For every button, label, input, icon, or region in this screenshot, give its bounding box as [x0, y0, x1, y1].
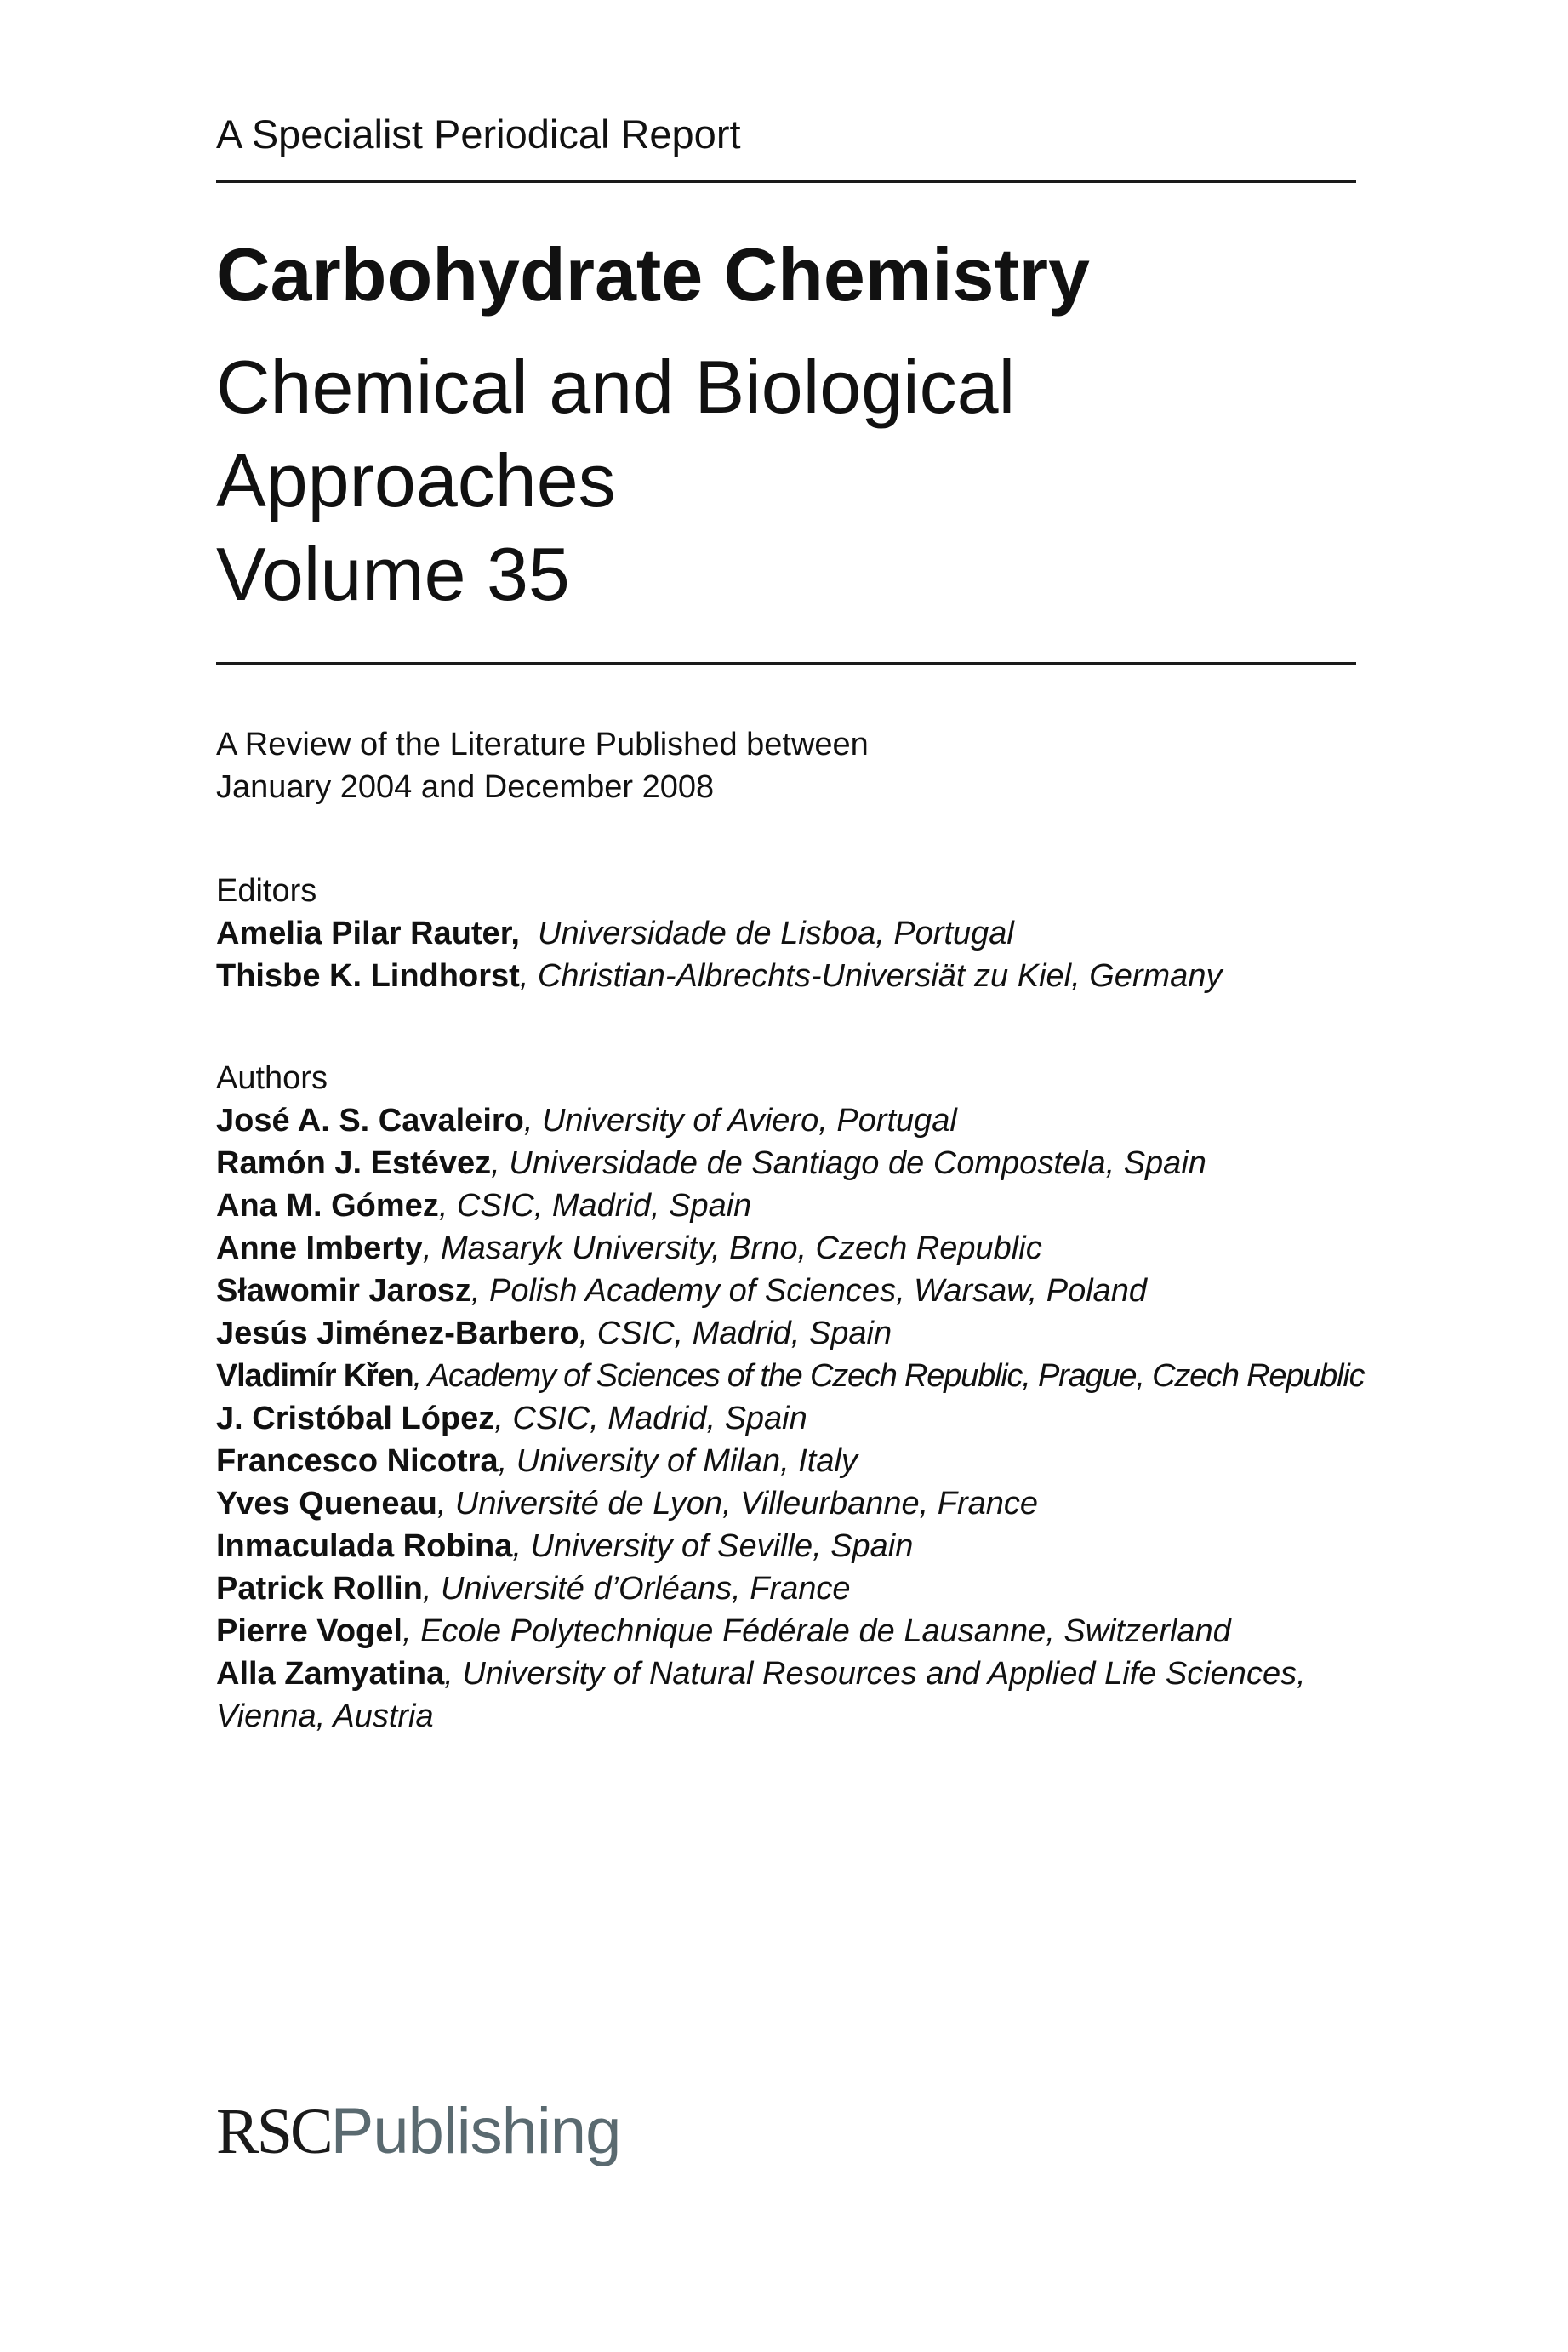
editor-affiliation: , Christian-Albrechts-Universiät zu Kiel, Germany — [519, 958, 1223, 994]
author-name: Anne Imberty — [216, 1230, 423, 1266]
authors-heading: Authors — [216, 1060, 328, 1096]
author-affiliation: , University of Natural Resources and Applied Life Sciences, — [444, 1656, 1306, 1692]
author-entry — [216, 1397, 1364, 1440]
author-name: Vladimír Křen — [216, 1358, 413, 1394]
editor-name: Thisbe K. Lindhorst — [216, 958, 520, 994]
editor-affiliation: Universidade de Lisboa, Portugal — [519, 916, 1014, 951]
author-entry — [216, 1355, 1364, 1397]
author-entry — [216, 1440, 1364, 1482]
author-affiliation: , University of Milan, Italy — [498, 1443, 858, 1479]
author-name: Alla Zamyatina — [216, 1656, 445, 1692]
author-name: Patrick Rollin — [216, 1571, 423, 1607]
authors-block — [216, 1057, 1364, 1738]
author-name: José A. S. Cavaleiro — [216, 1103, 524, 1139]
author-entry — [216, 1227, 1364, 1270]
author-entry — [216, 1185, 1364, 1227]
author-affiliation: , Academy of Sciences of the Czech Republic, Prague, Czech Republic — [413, 1358, 1365, 1394]
top-divider — [216, 180, 1356, 183]
author-affiliation: Vienna, Austria — [216, 1698, 434, 1734]
review-period-line: January 2004 and December 2008 — [216, 769, 715, 805]
author-affiliation: , Masaryk University, Brno, Czech Republic — [422, 1230, 1042, 1266]
author-name: Jesús Jiménez-Barbero — [216, 1316, 579, 1351]
subtitle-line: Approaches — [216, 438, 616, 522]
middle-divider — [216, 662, 1356, 665]
series-label: A Specialist Periodical Report — [216, 111, 741, 157]
author-affiliation: , CSIC, Madrid, Spain — [438, 1188, 752, 1224]
author-affiliation: , Universidade de Santiago de Compostela, Spain — [491, 1145, 1206, 1181]
author-affiliation: , Université de Lyon, Villeurbanne, France — [436, 1486, 1039, 1521]
author-entry — [216, 1142, 1364, 1185]
author-entry — [216, 1312, 1364, 1355]
volume-line: Volume 35 — [216, 532, 570, 616]
book-subtitle — [216, 340, 1015, 621]
book-title: Carbohydrate Chemistry — [216, 232, 1090, 317]
author-affiliation-continuation — [216, 1695, 1364, 1738]
author-affiliation: , CSIC, Madrid, Spain — [494, 1401, 807, 1436]
author-entry — [216, 1525, 1364, 1567]
author-affiliation: , Université d’Orléans, France — [422, 1571, 851, 1607]
author-name: Pierre Vogel — [216, 1613, 402, 1649]
author-name: Yves Queneau — [216, 1486, 437, 1521]
editors-block — [216, 870, 1222, 997]
author-name: Ana M. Gómez — [216, 1188, 439, 1224]
author-name: Inmaculada Robina — [216, 1528, 513, 1564]
author-affiliation: , CSIC, Madrid, Spain — [579, 1316, 892, 1351]
author-entry — [216, 1482, 1364, 1525]
editor-entry — [216, 955, 1222, 997]
author-entry — [216, 1567, 1364, 1610]
review-line: A Review of the Literature Published between — [216, 727, 869, 762]
author-entry — [216, 1270, 1364, 1312]
editor-entry — [216, 912, 1222, 955]
author-name: Francesco Nicotra — [216, 1443, 499, 1479]
author-affiliation: , University of Aviero, Portugal — [523, 1103, 957, 1139]
subtitle-line: Chemical and Biological — [216, 345, 1016, 429]
author-entry — [216, 1610, 1364, 1653]
publisher-logo — [216, 2093, 620, 2170]
author-name: J. Cristóbal López — [216, 1401, 495, 1436]
title-page — [216, 0, 1365, 2352]
author-name: Sławomir Jarosz — [216, 1273, 471, 1309]
author-entry — [216, 1099, 1364, 1142]
review-statement — [216, 723, 869, 808]
author-affiliation: , Ecole Polytechnique Fédérale de Lausanne, Switzerland — [402, 1613, 1231, 1649]
editors-heading: Editors — [216, 873, 317, 909]
editor-name: Amelia Pilar Rauter, — [216, 916, 520, 951]
publisher-logo-rsc: RSC — [216, 2096, 331, 2167]
author-affiliation: , Polish Academy of Sciences, Warsaw, Poland — [470, 1273, 1148, 1309]
author-name: Ramón J. Estévez — [216, 1145, 492, 1181]
author-entry — [216, 1653, 1364, 1695]
author-affiliation: , University of Seville, Spain — [512, 1528, 914, 1564]
publisher-logo-publishing: Publishing — [330, 2095, 621, 2167]
